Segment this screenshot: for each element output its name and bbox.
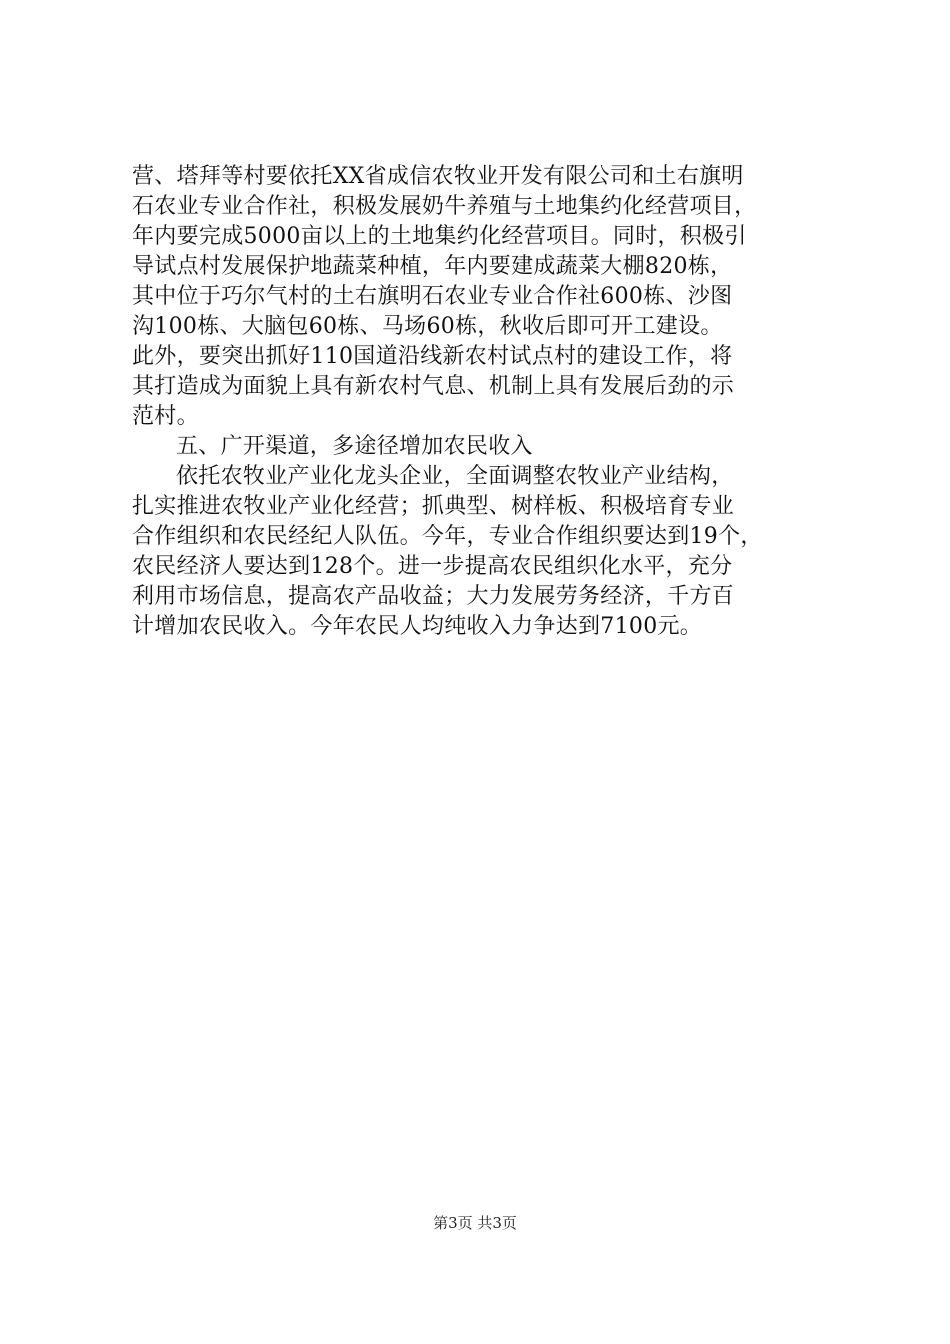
text-line: 利用市场信息，提高农产品收益；大力发展劳务经济，千方百: [132, 584, 735, 609]
paragraph-2: [132, 462, 832, 642]
text-line: 其中位于巧尔气村的土右旗明石农业专业合作社600栋、沙图: [132, 284, 733, 309]
text-line: 年内要完成5000亩以上的土地集约化经营项目。同时，积极引: [132, 224, 747, 249]
text-line: 沟100栋、大脑包60栋、马场60栋，秋收后即可开工建设。: [132, 314, 723, 339]
text-line: 此外，要突出抓好110国道沿线新农村试点村的建设工作，将: [132, 344, 733, 369]
text-line: 扎实推进农牧业产业化经营；抓典型、树样板、积极培育专业: [132, 494, 735, 519]
text-line: 计增加农民收入。今年农民人均纯收入力争达到7100元。: [132, 614, 703, 639]
page-number-footer: 第3页 共3页: [433, 1214, 517, 1232]
text-line: 导试点村发展保护地蔬菜种植，年内要建成蔬菜大棚820栋，: [132, 254, 733, 279]
text-line: 营、塔拜等村要依托XX省成信农牧业开发有限公司和土右旗明: [132, 164, 744, 189]
text-line: 其打造成为面貌上具有新农村气息、机制上具有发展后劲的示: [132, 374, 735, 399]
text-line: 石农业专业合作社，积极发展奶牛养殖与土地集约化经营项目，: [132, 194, 757, 219]
text-line: 合作组织和农民经纪人队伍。今年，专业合作组织要达到19个，: [132, 524, 763, 549]
section-heading-5: 五、广开渠道，多途径增加农民收入: [176, 434, 533, 459]
text-line: 农民经济人要达到128个。进一步提高农民组织化水平，充分: [132, 554, 733, 579]
paragraph-1: [132, 162, 832, 432]
text-line: 范村。: [132, 404, 199, 429]
document-body: [132, 162, 832, 642]
text-line: 依托农牧业产业化龙头企业，全面调整农牧业产业结构，: [176, 464, 734, 489]
